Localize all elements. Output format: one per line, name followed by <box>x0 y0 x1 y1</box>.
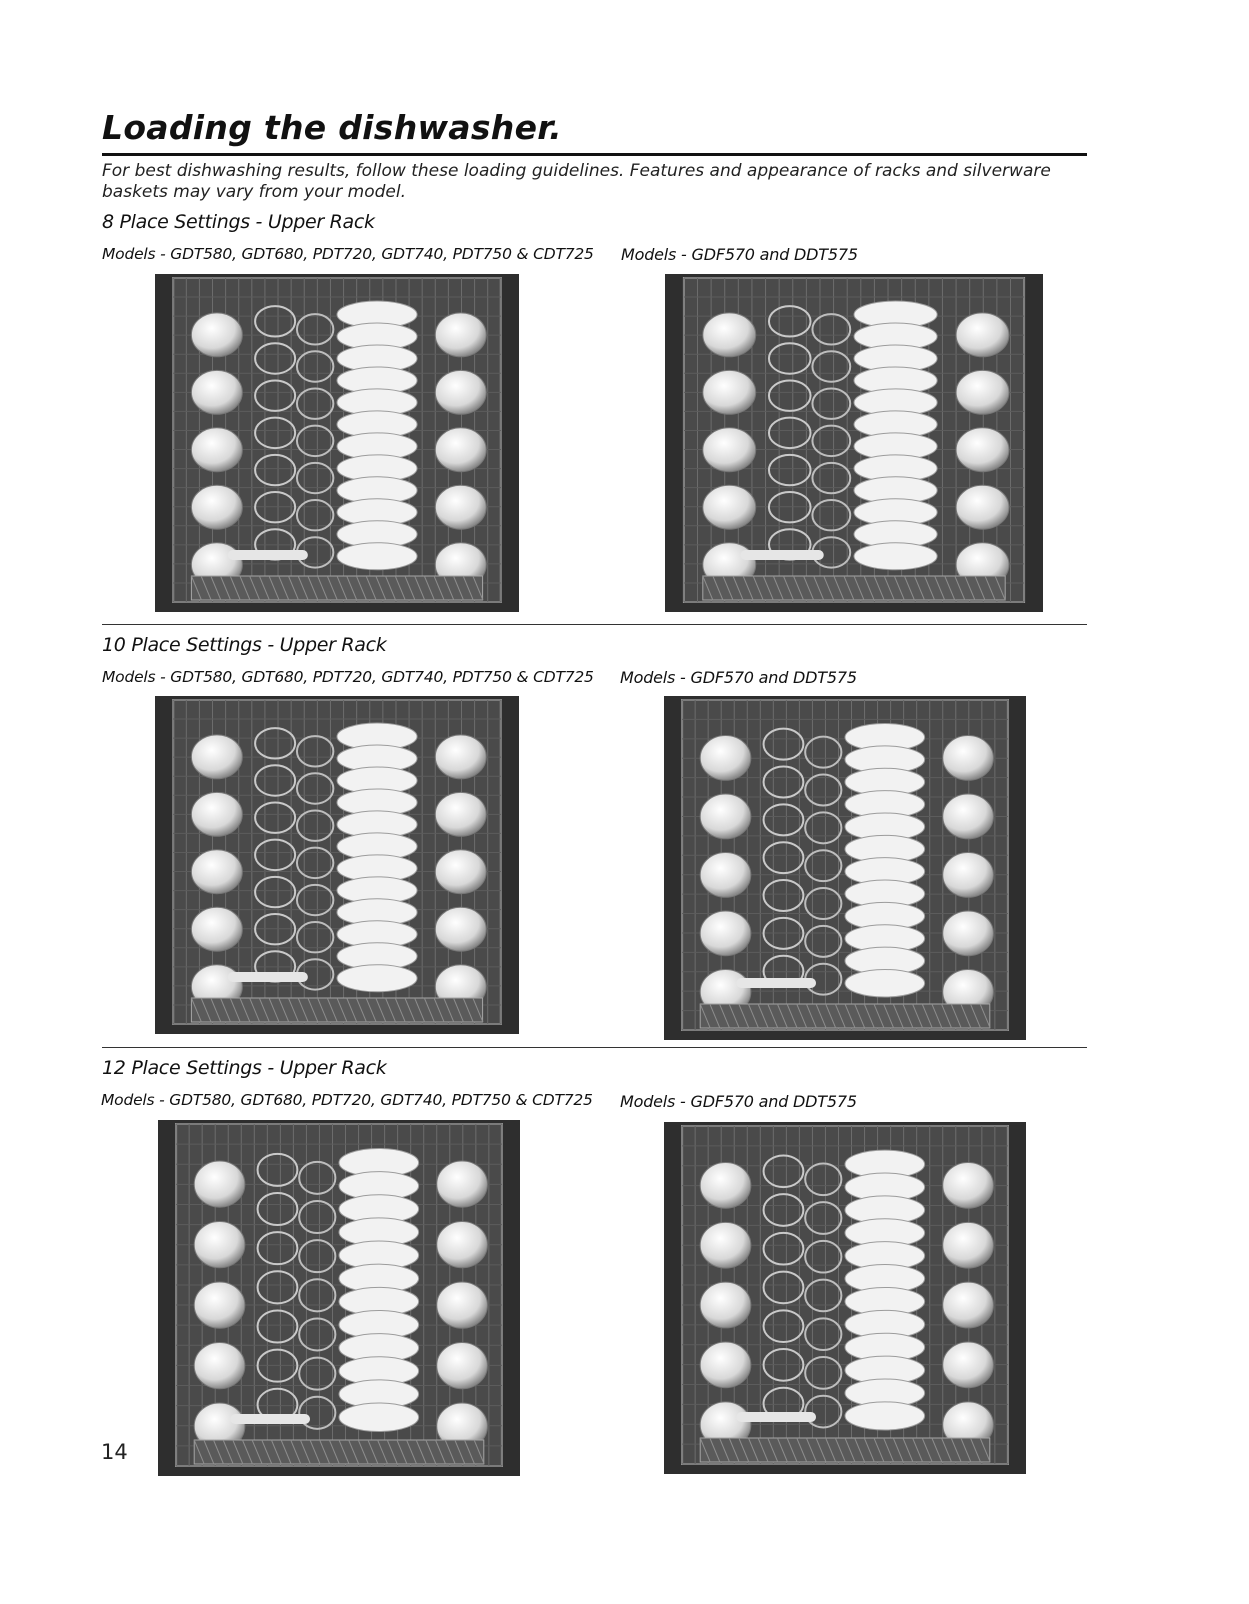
rack-photo-12-place-right <box>664 1122 1026 1474</box>
rack-illustration <box>664 696 1026 1040</box>
rack-photo-8-place-right <box>665 274 1043 612</box>
section-heading-12-place: 12 Place Settings - Upper Rack <box>102 1057 387 1079</box>
models-label-right: Models - GDF570 and DDT575 <box>620 668 857 687</box>
intro-text: For best dishwashing results, follow these loading guidelines. Features and appearance of racks and silverware baskets may vary from your model. <box>102 161 1051 202</box>
page-title: Loading the dishwasher. <box>102 108 562 147</box>
models-label-left: Models - GDT580, GDT680, PDT720, GDT740, PDT750 & CDT725 <box>102 245 594 263</box>
section-divider <box>102 624 1087 625</box>
models-label-right: Models - GDF570 and DDT575 <box>620 1092 857 1111</box>
rack-photo-12-place-left <box>158 1120 520 1476</box>
rack-photo-10-place-left <box>155 696 519 1034</box>
rack-photo-10-place-right <box>664 696 1026 1040</box>
rack-illustration <box>665 274 1043 612</box>
section-heading-10-place: 10 Place Settings - Upper Rack <box>102 634 387 656</box>
title-divider <box>102 153 1087 156</box>
rack-illustration <box>158 1120 520 1476</box>
rack-photo-8-place-left <box>155 274 519 612</box>
page-number: 14 <box>101 1440 128 1464</box>
rack-illustration <box>155 274 519 612</box>
rack-illustration <box>155 696 519 1034</box>
rack-illustration <box>664 1122 1026 1474</box>
models-label-right: Models - GDF570 and DDT575 <box>621 245 858 264</box>
models-label-left: Models - GDT580, GDT680, PDT720, GDT740, PDT750 & CDT725 <box>101 1091 593 1109</box>
section-divider <box>102 1047 1087 1048</box>
models-label-left: Models - GDT580, GDT680, PDT720, GDT740, PDT750 & CDT725 <box>102 668 594 686</box>
section-heading-8-place: 8 Place Settings - Upper Rack <box>102 211 375 233</box>
